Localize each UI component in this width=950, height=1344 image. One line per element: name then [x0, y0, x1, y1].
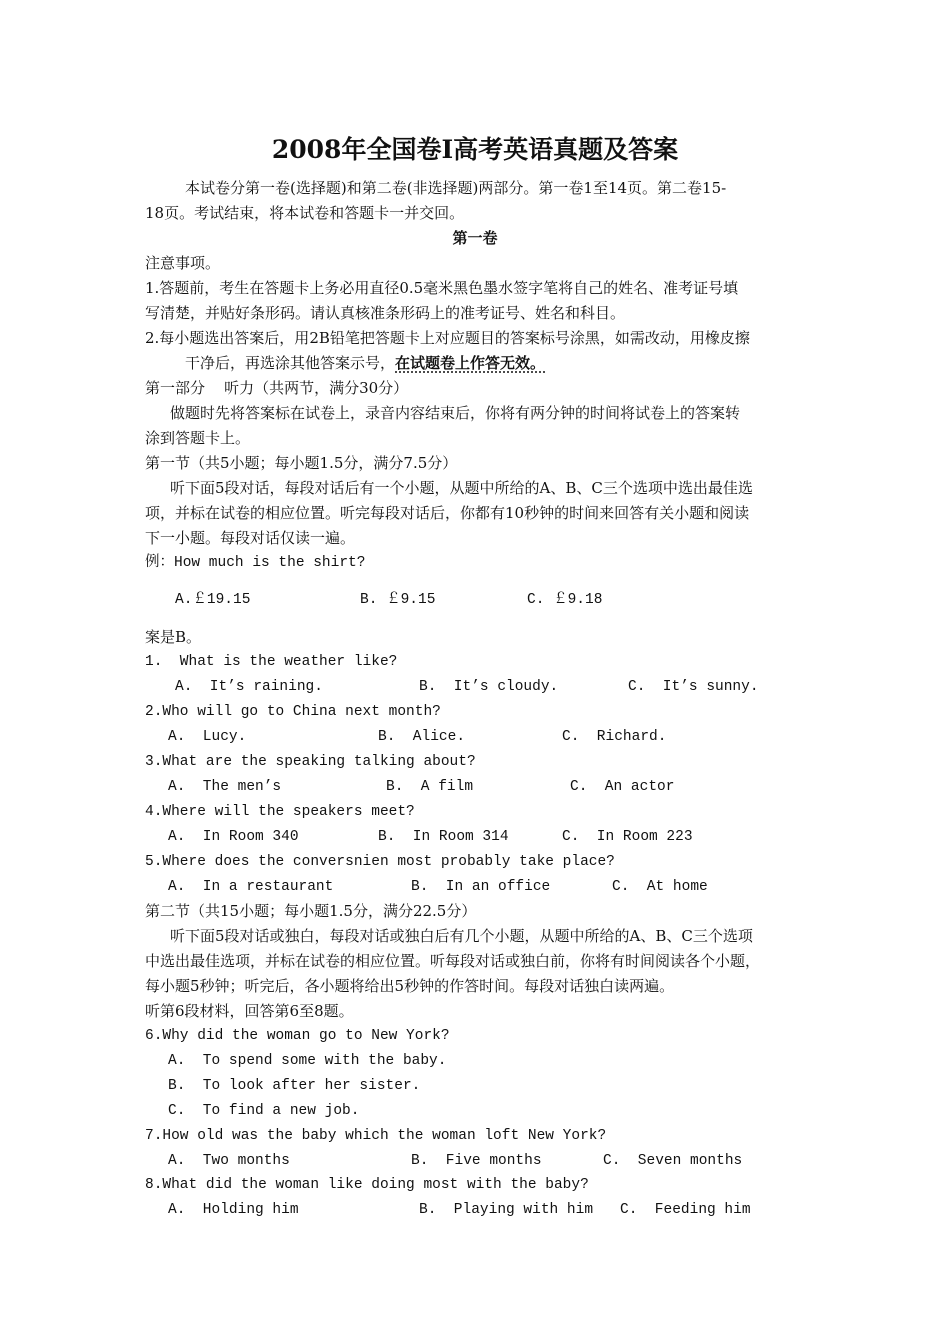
- question-5-option-b: B. In an office: [411, 879, 551, 895]
- question-1: 1. What is the weather like?: [145, 654, 398, 670]
- section-2-desc-line-2: 中选出最佳选项，并标在试卷的相应位置。听每段对话或独白前，你将有时间阅读各个小题，: [145, 952, 761, 970]
- page-title: 2008年全国卷Ⅰ高考英语真题及答案: [271, 135, 679, 164]
- part-1-heading: 第一部分 听力（共两节，满分30分）: [145, 379, 409, 397]
- question-1-option-b: B. It’s cloudy.: [419, 679, 559, 695]
- notice-item-1-line-1: 1.答题前，考生在答题卡上务必用直径0.5毫米黑色墨水签字笔将自己的姓名、准考证号填: [145, 279, 739, 297]
- question-2-option-c: C. Richard.: [562, 729, 667, 745]
- question-1-option-c: C. It’s sunny.: [628, 679, 759, 695]
- question-2-option-b: B. Alice.: [378, 729, 466, 745]
- notice-item-2-line-2: [185, 353, 545, 373]
- section-1-desc-line-3: 下一小题。每段对话仅读一遍。: [145, 529, 356, 547]
- question-4-option-c: C. In Room 223: [562, 829, 693, 845]
- section-2-desc-line-3: 每小题5秒钟；听完后，各小题将给出5秒钟的作答时间。每段对话独白读两遍。: [145, 977, 675, 995]
- question-8-option-a: A. Holding him: [168, 1202, 299, 1218]
- question-5: 5.Where does the conversnien most probably take place?: [145, 854, 615, 870]
- question-4: 4.Where will the speakers meet?: [145, 804, 415, 820]
- question-6-option-c: C. To find a new job.: [168, 1103, 360, 1119]
- material-6-instruction: 听第6段材料，回答第6至8题。: [145, 1002, 354, 1020]
- question-3-option-b: B. A film: [386, 779, 474, 795]
- question-4-option-a: A. In Room 340: [168, 829, 299, 845]
- notice-item-1-line-2: 写清楚，并贴好条形码。请认真核准条形码上的准考证号、姓名和科目。: [145, 304, 626, 322]
- question-7-option-b: B. Five months: [411, 1153, 542, 1169]
- example-option-b: B. ￡9.15: [360, 592, 436, 608]
- question-1-option-a: A. It’s raining.: [175, 679, 323, 695]
- section-1-heading: 第一节（共5小题；每小题1.5分，满分7.5分）: [145, 454, 458, 472]
- question-7-option-a: A. Two months: [168, 1153, 290, 1169]
- notice-item-2-text: 干净后，再选涂其他答案示号，: [185, 354, 396, 372]
- question-5-option-a: A. In a restaurant: [168, 879, 334, 895]
- question-3: 3.What are the speaking talking about?: [145, 754, 476, 770]
- volume-heading: 第一卷: [452, 229, 498, 247]
- question-2-option-a: A. Lucy.: [168, 729, 247, 745]
- question-3-option-c: C. An actor: [570, 779, 675, 795]
- question-7: 7.How old was the baby which the woman loft New York?: [145, 1128, 607, 1144]
- example-answer: 案是B。: [145, 628, 202, 646]
- example-option-c: C. ￡9.18: [527, 592, 603, 608]
- section-2-desc-line-1: 听下面5段对话或独白，每段对话或独白后有几个小题，从题中所给的A、B、C三个选项: [170, 927, 753, 945]
- question-4-option-b: B. In Room 314: [378, 829, 509, 845]
- question-8-option-c: C. Feeding him: [620, 1202, 751, 1218]
- notice-item-2-line-1: 2.每小题选出答案后，用2B铅笔把答题卡上对应题目的答案标号涂黑，如需改动，用橡皮擦: [145, 329, 750, 347]
- example-option-a: A.￡19.15: [175, 592, 251, 608]
- section-1-desc-line-2: 项，并标在试卷的相应位置。听完每段对话后，你都有10秒钟的时间来回答有关小题和阅读: [145, 504, 750, 522]
- question-8-option-b: B. Playing with him: [419, 1202, 594, 1218]
- question-6-option-b: B. To look after her sister.: [168, 1078, 421, 1094]
- example-question: 例：How much is the shirt?: [145, 555, 366, 571]
- section-2-heading: 第二节（共15小题；每小题1.5分，满分22.5分）: [145, 902, 477, 920]
- intro-line-1: 本试卷分第一卷(选择题)和第二卷(非选择题)两部分。第一卷1至14页。第二卷15-: [185, 179, 727, 197]
- question-6: 6.Why did the woman go to New York?: [145, 1028, 450, 1044]
- emphasis-warning: 在试题卷上作答无效。: [395, 354, 546, 372]
- part-1-desc-line-2: 涂到答题卡上。: [145, 429, 251, 447]
- question-3-option-a: A. The men’s: [168, 779, 282, 795]
- notice-heading: 注意事项。: [145, 254, 221, 272]
- question-6-option-a: A. To spend some with the baby.: [168, 1053, 447, 1069]
- intro-line-2: 18页。考试结束，将本试卷和答题卡一并交回。: [145, 204, 465, 222]
- part-1-desc-line-1: 做题时先将答案标在试卷上，录音内容结束后，你将有两分钟的时间将试卷上的答案转: [170, 404, 741, 422]
- section-1-desc-line-1: 听下面5段对话，每段对话后有一个小题，从题中所给的A、B、C三个选项中选出最佳选: [170, 479, 753, 497]
- question-5-option-c: C. At home: [612, 879, 708, 895]
- question-8: 8.What did the woman like doing most with the baby?: [145, 1177, 589, 1193]
- question-7-option-c: C. Seven months: [603, 1153, 743, 1169]
- question-2: 2.Who will go to China next month?: [145, 704, 441, 720]
